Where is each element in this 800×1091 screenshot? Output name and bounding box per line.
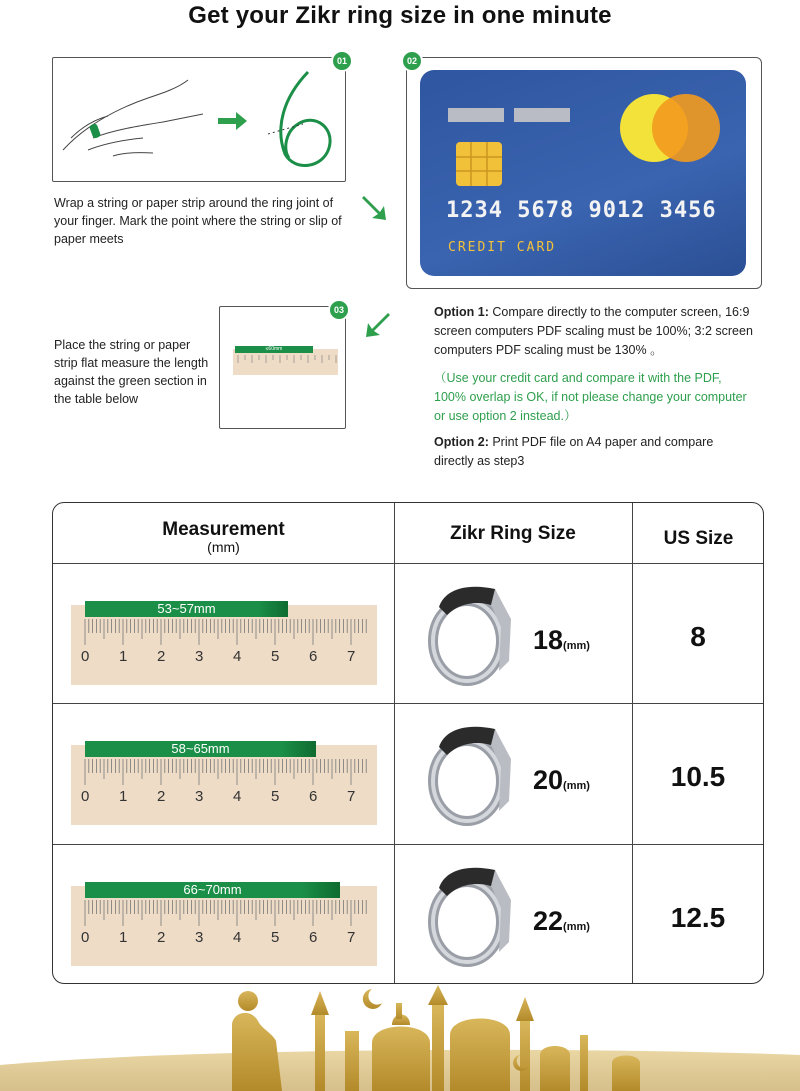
step-1-panel [52, 57, 346, 182]
header-measurement-unit: (mm) [207, 539, 240, 555]
ring-icon [425, 856, 521, 972]
ring-size-unit: (mm) [563, 921, 590, 933]
us-size-value: 12.5 [670, 902, 726, 933]
ruler-digit: 6 [309, 929, 318, 946]
ruler-digit: 4 [233, 929, 242, 946]
credit-card [420, 70, 746, 276]
header-measurement [53, 519, 394, 555]
ruler-digit: 3 [195, 929, 204, 946]
ruler-digit: 2 [157, 929, 166, 946]
ruler-ticks [71, 886, 377, 966]
step-1-badge: 01 [331, 50, 353, 72]
us-size-value: 10.5 [670, 761, 726, 792]
measurement-ruler [71, 601, 377, 685]
ruler-digit: 2 [157, 648, 166, 665]
option-2-label: Option 2: [434, 435, 489, 449]
measurement-range-bar: 58~65mm [85, 741, 316, 757]
card-number: 1234 5678 9012 3456 [446, 198, 717, 223]
card-stripe [514, 108, 570, 122]
mini-ruler-bar: ≤60mm [235, 346, 313, 353]
mosque-silhouette-footer [0, 985, 800, 1091]
ruler-digit: 0 [81, 929, 90, 946]
step-1-instructions: Wrap a string or paper strip around the ring joint of your finger. Mark the point where the string or slip of paper meets [54, 196, 342, 246]
step-3-panel [219, 306, 346, 429]
ruler-digit: 6 [309, 788, 318, 805]
ruler-ticks [71, 745, 377, 825]
step-2-badge: 02 [401, 50, 423, 72]
card-stripe [448, 108, 504, 122]
option-2-text [434, 433, 754, 471]
credit-card-note: （Use your credit card and compare it with the PDF, 100% overlap is OK, if not please change your computer or use option 2 instead.） [434, 371, 747, 423]
ruler-digit: 5 [271, 788, 280, 805]
ruler-digit: 5 [271, 929, 280, 946]
ruler-digit: 1 [119, 788, 128, 805]
ruler-digit: 3 [195, 648, 204, 665]
ruler-digit: 7 [347, 648, 356, 665]
ring-size-unit: (mm) [563, 640, 590, 652]
size-table [52, 502, 764, 984]
ruler-digit: 1 [119, 648, 128, 665]
card-logo-icon [616, 90, 726, 170]
arrow-down-right-icon [360, 190, 392, 222]
ruler-digit: 7 [347, 788, 356, 805]
ring-size-number: 20 [533, 765, 564, 795]
header-ring-size: Zikr Ring Size [450, 523, 576, 544]
card-label: CREDIT CARD [448, 240, 557, 255]
us-size-value: 8 [690, 621, 706, 652]
ruler-ticks [71, 605, 377, 685]
ring-icon [425, 575, 521, 691]
measurement-range-bar: 66~70mm [85, 882, 340, 898]
mini-ruler [233, 346, 338, 375]
mini-ruler-ticks [233, 349, 338, 375]
hand-illustration [53, 58, 347, 183]
ruler-digit: 5 [271, 648, 280, 665]
ruler-digit: 1 [119, 929, 128, 946]
ring-size-number: 22 [533, 906, 564, 936]
ring-size-number: 18 [533, 625, 564, 655]
header-us-size: US Size [663, 528, 734, 549]
ruler-digit: 3 [195, 788, 204, 805]
card-chip-icon [456, 142, 502, 186]
ruler-digit: 6 [309, 648, 318, 665]
option-1-text [434, 303, 762, 360]
ruler-digit: 0 [81, 788, 90, 805]
ring-size-value [533, 765, 590, 796]
measurement-ruler [71, 882, 377, 966]
table-row [53, 844, 764, 984]
ring-size-unit: (mm) [563, 780, 590, 792]
ruler-digit: 4 [233, 788, 242, 805]
measurement-range-bar: 53~57mm [85, 601, 288, 617]
ruler-digit: 2 [157, 788, 166, 805]
step-3-instructions: Place the string or paper strip flat measure the length against the green section in the table below [54, 338, 209, 406]
table-row [53, 563, 764, 703]
option-1-label: Option 1: [434, 305, 489, 319]
ruler-digit: 4 [233, 648, 242, 665]
page-title: Get your Zikr ring size in one minute [188, 2, 612, 29]
ring-size-value [533, 625, 590, 656]
option-1-body: Compare directly to the computer screen, 16:9 screen computers PDF scaling must be 100%; 3:2 screen computers PDF scaling must be 130% 。 [434, 305, 753, 357]
header-measurement-label: Measurement [162, 519, 285, 540]
ruler-digit: 7 [347, 929, 356, 946]
ruler-digit: 0 [81, 648, 90, 665]
arrow-down-left-icon [360, 307, 392, 339]
measurement-ruler [71, 741, 377, 825]
step-3-badge: 03 [328, 299, 350, 321]
option-2-body: Print PDF file on A4 paper and compare directly as step3 [434, 435, 714, 468]
ring-size-value [533, 906, 590, 937]
table-row [53, 703, 764, 843]
ring-icon [425, 715, 521, 831]
